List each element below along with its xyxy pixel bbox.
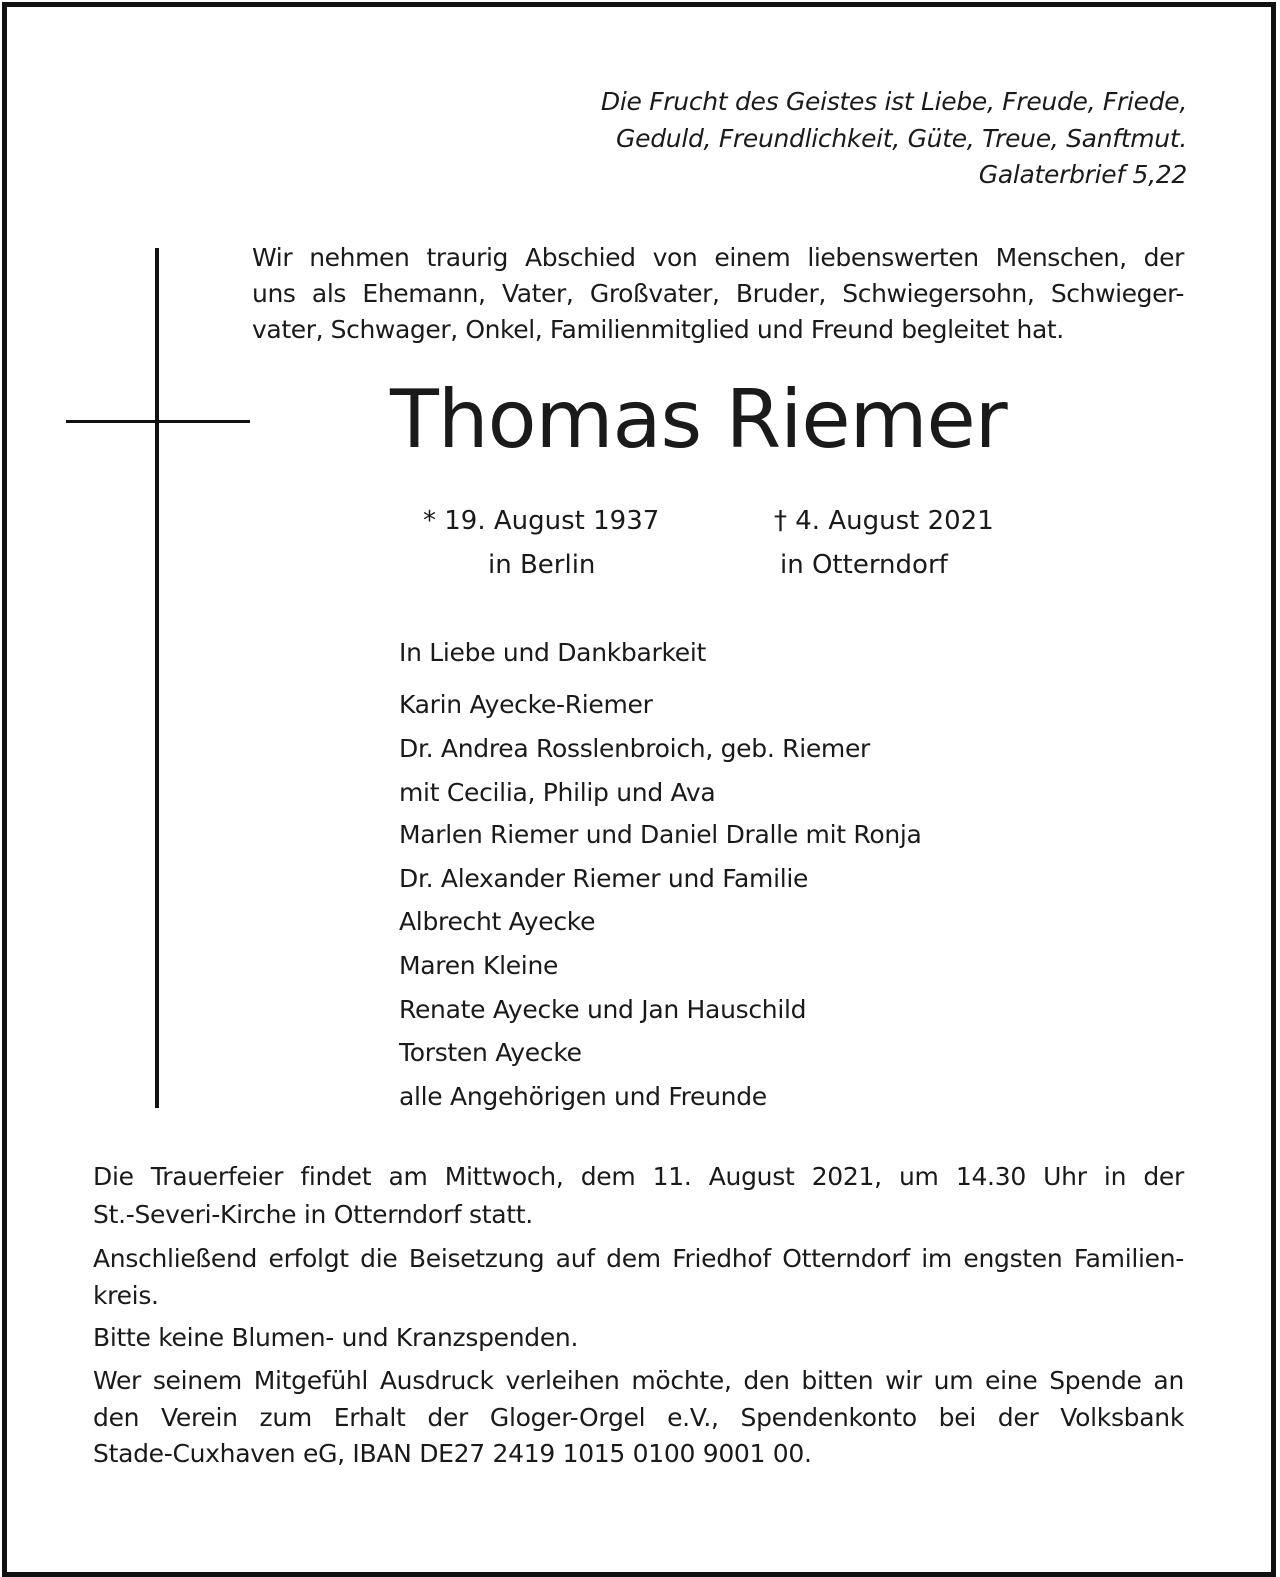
- burial-info-line: Anschließend erfolgt die Beisetzung auf dem Friedhof Otterndorf im engsten Familien-: [93, 1244, 1184, 1273]
- intro-line: vater, Schwager, Onkel, Familienmitglied und Freund begleitet hat.: [252, 315, 1064, 344]
- quote-line: Geduld, Freundlichkeit, Güte, Treue, Sanftmut.: [616, 124, 1187, 153]
- mourner-name: Renate Ayecke und Jan Hauschild: [399, 995, 807, 1024]
- mourner-name: Karin Ayecke-Riemer: [399, 690, 653, 719]
- mourner-name: Dr. Andrea Rosslenbroich, geb. Riemer: [399, 734, 871, 763]
- flowers-note: Bitte keine Blumen- und Kranzspenden.: [93, 1323, 579, 1352]
- deceased-name: Thomas Riemer: [390, 373, 1007, 466]
- quote-source: Galaterbrief 5,22: [978, 160, 1187, 189]
- mourner-name: Torsten Ayecke: [399, 1038, 582, 1067]
- mourner-name: Albrecht Ayecke: [399, 907, 596, 936]
- quote-line: Die Frucht des Geistes ist Liebe, Freude, Friede,: [600, 87, 1187, 116]
- intro-line: uns als Ehemann, Vater, Großvater, Bruder, Schwiegersohn, Schwieger-: [252, 279, 1184, 308]
- mourners-heading: In Liebe und Dankbarkeit: [399, 638, 706, 667]
- intro-line: Wir nehmen traurig Abschied von einem liebenswerten Menschen, der: [252, 243, 1184, 272]
- death-place: in Otterndorf: [780, 550, 948, 580]
- birth-place: in Berlin: [488, 550, 596, 580]
- donation-info-line: Wer seinem Mitgefühl Ausdruck verleihen möchte, den bitten wir um eine Spende an: [93, 1366, 1184, 1395]
- donation-info-line: Stade-Cuxhaven eG, IBAN DE27 2419 1015 0100 9001 00.: [93, 1439, 812, 1468]
- mourner-name: alle Angehörigen und Freunde: [399, 1082, 767, 1111]
- cross-icon-vertical: [155, 248, 159, 1108]
- funeral-info-line: St.-Severi-Kirche in Otterndorf statt.: [93, 1200, 533, 1229]
- cross-icon-horizontal: [66, 420, 250, 423]
- mourner-name: mit Cecilia, Philip und Ava: [399, 778, 716, 807]
- funeral-info-line: Die Trauerfeier findet am Mittwoch, dem 11. August 2021, um 14.30 Uhr in der: [93, 1162, 1184, 1191]
- mourner-name: Marlen Riemer und Daniel Dralle mit Ronja: [399, 820, 922, 849]
- donation-info-line: den Verein zum Erhalt der Gloger-Orgel e.V., Spendenkonto bei der Volksbank: [93, 1403, 1184, 1432]
- birth-date: * 19. August 1937: [423, 506, 660, 536]
- mourner-name: Dr. Alexander Riemer und Familie: [399, 864, 809, 893]
- death-date: † 4. August 2021: [774, 506, 994, 536]
- burial-info-line: kreis.: [93, 1281, 159, 1310]
- mourner-name: Maren Kleine: [399, 951, 559, 980]
